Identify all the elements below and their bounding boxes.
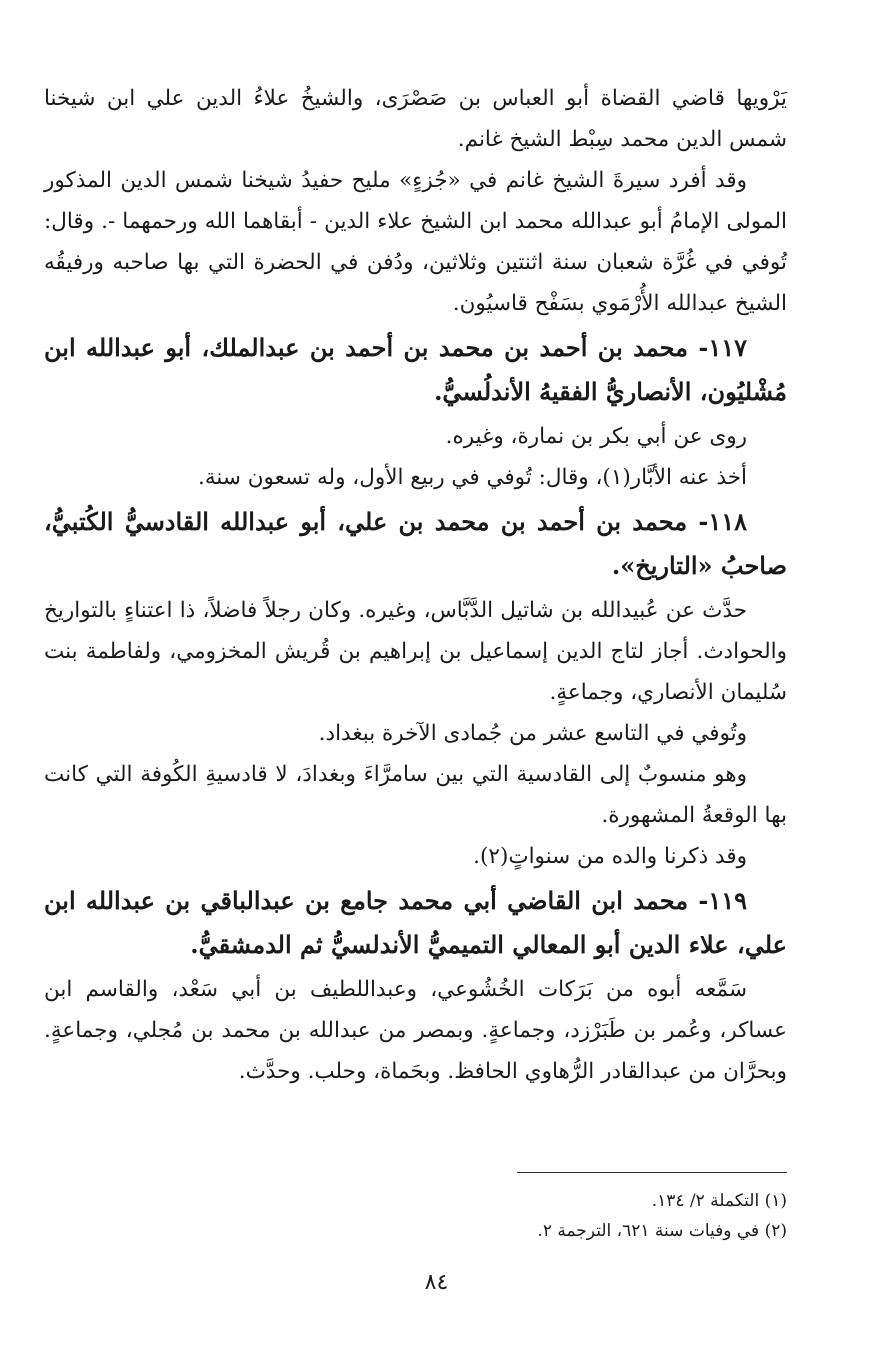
page-number: ٨٤: [424, 1270, 449, 1295]
paragraph-118-death: وتُوفي في التاسع عشر من جُمادى الآخرة ببغداد.: [318, 721, 747, 746]
paragraph-118-nisba: وهو منسوبٌ إلى القادسية التي بين سامرَّاءَ وبغدادَ، لا قادسيةِ الكُوفة التي كانت بها الوقعةُ المشهورة.: [44, 762, 787, 828]
footnote-divider: [517, 1172, 787, 1173]
entry-heading-117: ١١٧- محمد بن أحمد بن محمد بن أحمد بن عبدالملك، أبو عبدالله ابن مُشْليُون، الأنصاريُّ الفقيهُ الأندلُسيُّ.: [44, 333, 787, 406]
paragraph-ghanim-biography: وقد أفرد سيرةَ الشيخ غانم في «جُزءٍ» مليح حفيدُ شيخنا شمس الدين المذكور المولى الإمامُ أبو عبدالله محمد ابن الشيخ علاء الدين - أبقاهما الله ورحمهما -. وقال: تُوفي في غُرَّة شعبان سنة اثنتين وثلاثين، ودُفن في الحضرة التي بها صاحبه ورفيقُه الشيخ عبدالله الأُرْمَوي بسَفْح قاسيُون.: [44, 168, 787, 316]
paragraph-117-narration: روى عن أبي بكر بن نمارة، وغيره.: [445, 424, 747, 449]
paragraph-119-narration: سَمَّعه أبوه من بَرَكات الخُشُوعي، وعبداللطيف بن أبي سَعْد، والقاسم ابن عساكر، وعُمر بن طَبَرْزد، وجماعةٍ. وبمصر من عبدالله بن محمد بن مُجلي، وجماعةٍ. وبحرَّان من عبدالقادر الرُّهاوي الحافظ. وبحَماة، وحلب. وحدَّث.: [44, 977, 787, 1084]
entry-heading-119: ١١٩- محمد ابن القاضي أبي محمد جامع بن عبدالباقي بن عبدالله ابن علي، علاء الدين أبو المعالي التميميُّ الأندلسيُّ ثم الدمشقيُّ.: [44, 886, 787, 959]
footnotes: [44, 1186, 787, 1246]
footnote-1: (١) التكملة ٢/ ١٣٤.: [651, 1191, 787, 1211]
paragraph-sanad: يَرْويها قاضي القضاة أبو العباس بن صَصْرَى، والشيخُ علاءُ الدين علي ابن شيخنا شمس الدين محمد سِبْط الشيخ غانم.: [44, 86, 787, 152]
entry-heading-118: ١١٨- محمد بن أحمد بن محمد بن علي، أبو عبدالله القادسيُّ الكُتبيُّ، صاحبُ «التاريخ».: [44, 507, 787, 580]
footnote-2: (٢) في وفيات سنة ٦٢١، الترجمة ٢.: [537, 1221, 787, 1241]
paragraph-118-father: وقد ذكرنا والده من سنواتٍ(٢).: [473, 844, 747, 869]
paragraph-117-death: أخذ عنه الأبَّار(١)، وقال: تُوفي في ربيع الأول، وله تسعون سنة.: [198, 465, 747, 490]
paragraph-118-narration: حدَّث عن عُبيدالله بن شاتيل الدَّبَّاس، وغيره. وكان رجلاً فاضلاً، ذا اعتناءٍ بالتواريخ والحوادث. أجاز لتاج الدين إسماعيل بن إبراهيم بن قُريش المخزومي، ولفاطمة بنت سُليمان الأنصاري، وجماعةٍ.: [44, 598, 787, 705]
